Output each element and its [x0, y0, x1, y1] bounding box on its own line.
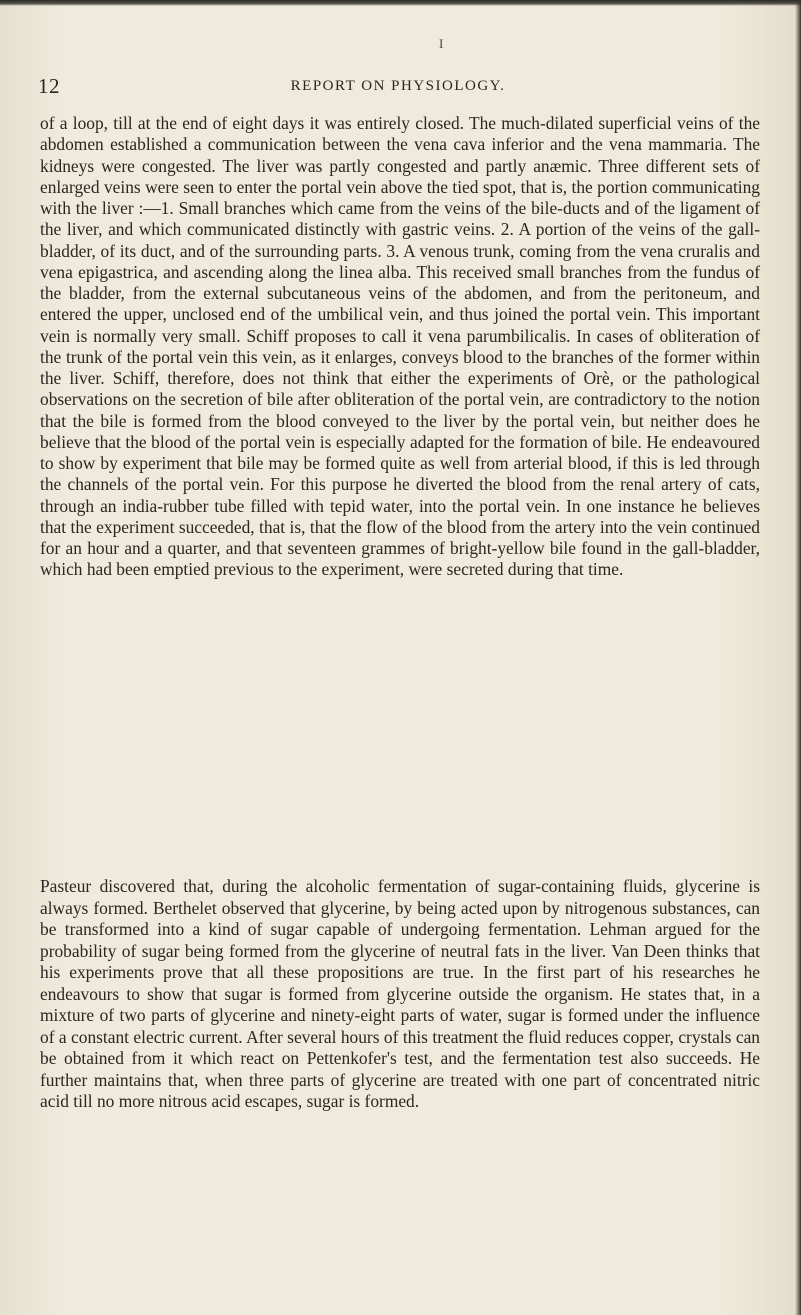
running-head: REPORT ON PHYSIOLOGY. — [290, 78, 506, 94]
right-edge-shadow — [795, 0, 801, 1315]
body-paragraph-schiff: of a loop, till at the end of eight days it was entirely closed. The much-dilated superficial veins of the abdomen established a communication between the vena cava inferior and the vena mammaria. The kidneys were congested. The liver was partly congested and partly anæmic. Three different sets of enlarged veins were seen to enter the portal vein above the tied spot, that is, the portion communicating with the liver :—1. Small branches which came from the veins of the bile-ducts and of the ligament of the liver, and which communicated distinctly with gastric veins. 2. A portion of the veins of the gall-bladder, of its duct, and of the surrounding parts. 3. A venous trunk, coming from the vena cruralis and vena epigastrica, and ascending along the linea alba. This received small branches from the fundus of the bladder, from the external subcutaneous veins of the abdomen, and from the peritoneum, and entered the upper, unclosed end of the umbilical vein, and thus joined the portal vein. This important vein is normally very small. Schiff proposes to call it vena parumbilicalis. In cases of obliteration of the trunk of the portal vein this vein, as it enlarges, conveys blood to the branches of the former within the liver. Schiff, therefore, does not think that either the experiments of Orè, or the pathological observations on the secretion of bile after obliteration of the portal vein, are contradictory to the notion that the bile is formed from the blood conveyed to the liver by the portal vein, but neither does he believe that the blood of the portal vein is especially adapted for the formation of bile. He endeavoured to show by experiment that bile may be formed quite as well from arterial blood, if this is led through the channels of the portal vein. For this purpose he diverted the blood from the renal artery of cats, through an india-rubber tube filled with tepid water, into the portal vein. In one instance he believes that the experiment succeeded, that is, that the flow of the blood from the artery into the vein continued for an hour and a quarter, and that seventeen grammes of bright-yellow bile found in the gall-bladder, which had been emptied previous to the experiment, were secreted during that time. — [40, 113, 760, 580]
printer-mark: I — [439, 36, 444, 51]
page-number: 12 — [38, 74, 60, 98]
top-edge-shadow — [0, 0, 801, 6]
page-header — [38, 74, 758, 98]
body-paragraph-pasteur: Pasteur discovered that, during the alcoholic fermentation of sugar-containing fluids, glycerine is always formed. Berthelet observed that glycerine, by being acted upon by nitrogenous substances, can be transformed into a kind of sugar capable of undergoing fermentation. Lehman argued for the probability of sugar being formed from the glycerine of neutral fats in the liver. Van Deen thinks that his experiments prove that all these propositions are true. In the first part of his researches he endeavours to show that sugar is formed from glycerine outside the organism. He states that, in a mixture of two parts of glycerine and ninety-eight parts of water, sugar is formed under the influence of a constant electric current. After several hours of this treatment the fluid reduces copper, crystals can be obtained from it which react on Pettenkofer's test, and the fermentation test also succeeds. He further maintains that, when three parts of glycerine are treated with one part of concentrated nitric acid till no more nitrous acid escapes, sugar is formed. — [40, 876, 760, 1111]
